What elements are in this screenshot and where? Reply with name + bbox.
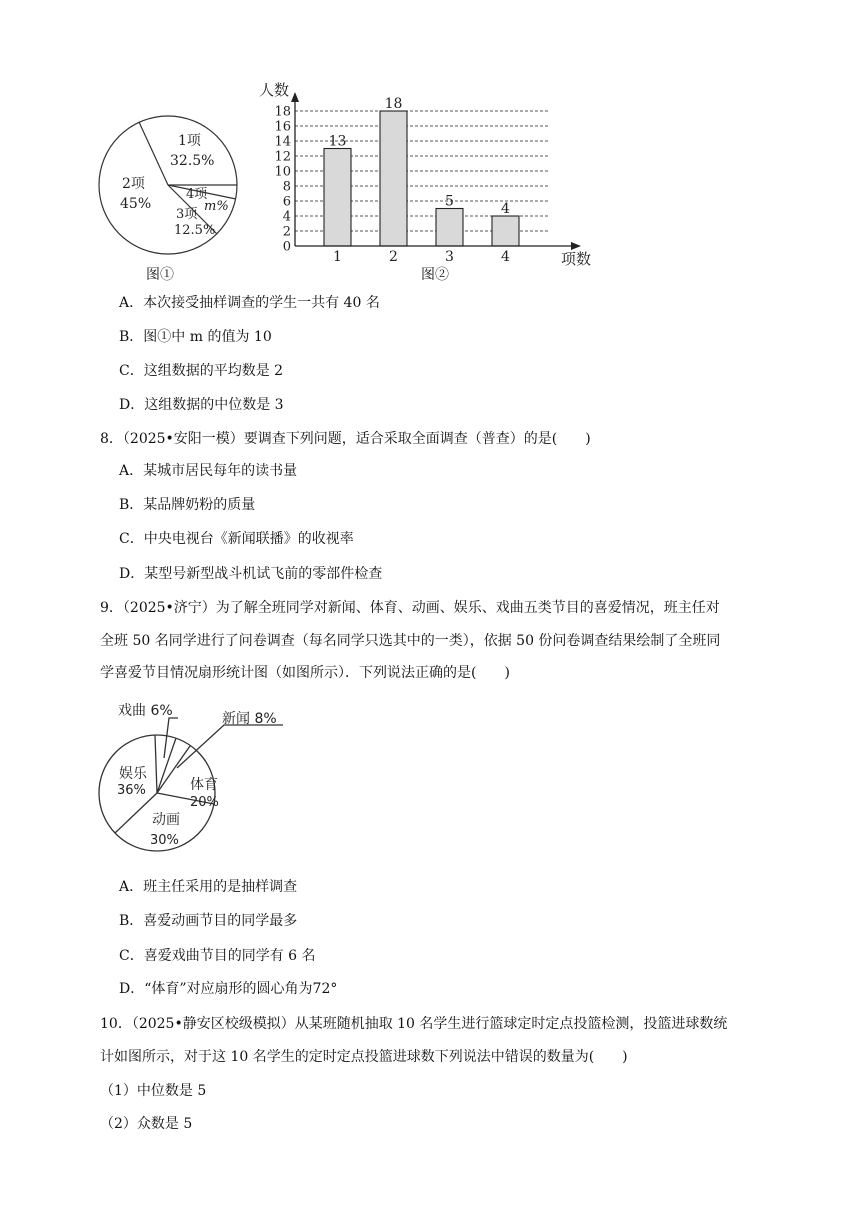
q8-option-b: B．某品牌奶粉的质量 [119,497,256,513]
y-tick-label: 16 [274,119,291,135]
label-tiyu-pct: 20% [190,795,219,810]
bar-4 [492,216,519,246]
label-yule: 娱乐 [119,766,147,782]
slice-label-1: 1项 [178,133,201,149]
q9-stem-line-2: 全班 50 名同学进行了问卷调查（每名同学只选其中的一类），依据 50 份问卷调查结果绘制了全班同 [100,633,721,649]
q10-item-2: （2）众数是 5 [100,1116,193,1132]
y-tick-label: 6 [282,194,291,210]
slice-pct-1: 32.5% [170,153,215,169]
q8-option-c: C．中央电视台《新闻联播》的收视率 [119,531,354,547]
x-axis-title: 项数 [561,250,592,268]
y-axis-arrow [291,92,299,102]
label-yule-pct: 36% [117,783,146,798]
figure2-label: 图② [421,267,449,283]
q7-option-c: C．这组数据的平均数是 2 [119,363,284,379]
y-tick-label: 14 [274,134,291,150]
y-tick-label: 0 [282,239,291,255]
bar-value-label: 13 [328,133,347,150]
q9-option-b: B．喜爱动画节目的同学最多 [119,913,298,929]
y-tick-label: 2 [282,224,291,240]
q7-option-b: B．图①中 m 的值为 10 [119,329,272,345]
x-tick-label: 3 [445,249,454,265]
q8-stem: 8．（2025•安阳一模）要调查下列问题，适合采取全面调查（普查）的是( ) [100,431,591,447]
y-tick-label: 8 [282,179,291,195]
q8-option-a: A．某城市居民每年的读书量 [119,463,298,479]
q10-stem-line-1: 10．（2025•静安区校级模拟）从某班随机抽取 10 名学生进行篮球定时定点投篮检测，投篮进球数统 [100,1016,728,1032]
pie-divider [155,735,157,793]
figure2-bar-chart [255,78,600,278]
q9-stem-line-1: 9．（2025•济宁）为了解全班同学对新闻、体育、动画、娱乐、戏曲五类节目的喜爱情况，班主任对 [100,600,720,616]
q9-option-a: A．班主任采用的是抽样调查 [119,879,298,895]
slice-pct-2: 45% [120,196,152,212]
q10-item-1: （1）中位数是 5 [100,1083,207,1099]
slice-pct-4: m% [204,199,229,214]
x-tick-label: 2 [389,249,398,265]
figure1-pie-chart [90,110,250,270]
q7-option-d: D．这组数据的中位数是 3 [119,397,284,413]
x-axis-arrow [571,242,581,250]
y-tick-label: 4 [282,209,291,225]
slice-pct-3: 12.5% [174,223,216,238]
y-tick-label: 10 [274,164,291,180]
q9-pie-chart [96,696,296,856]
figure1-label: 图① [146,267,174,283]
label-xiqu: 戏曲 6% [118,703,173,719]
label-donghua: 动画 [152,812,180,828]
bar-2 [380,111,407,246]
q9-option-c: C．喜爱戏曲节目的同学有 6 名 [119,948,316,964]
pie-divider [157,738,176,793]
q7-option-a: A．本次接受抽样调查的学生一共有 40 名 [119,295,380,311]
label-tiyu: 体育 [190,777,218,793]
pie-divider [115,793,157,833]
bar-1 [324,149,351,247]
slice-label-2: 2项 [122,176,145,192]
bar-value-label: 5 [445,193,454,210]
x-tick-label: 4 [501,249,510,265]
callout-xinwen [177,725,283,768]
q9-stem-line-3: 学喜爱节目情况扇形统计图（如图所示）．下列说法正确的是( ) [100,665,510,681]
q10-stem-line-2: 计如图所示，对于这 10 名学生的定时定点投篮进球数下列说法中错误的数量为( ) [100,1049,628,1065]
slice-label-4: 4项 [186,187,208,202]
bar-value-label: 4 [501,201,510,217]
label-xinwen: 新闻 8% [222,711,277,727]
q8-option-d: D．某型号新型战斗机试飞前的零部件检查 [119,566,383,582]
y-tick-label: 12 [274,149,291,165]
bar-3 [436,209,463,247]
slice-label-3: 3项 [176,207,198,222]
bar-value-label: 18 [384,96,403,112]
x-tick-label: 1 [333,249,342,265]
y-axis-title: 人数 [259,81,290,99]
y-tick-label: 18 [274,104,291,120]
q9-option-d: D．“体育”对应扇形的圆心角为72° [119,981,338,997]
label-donghua-pct: 30% [150,833,179,848]
pie-divider [157,746,190,793]
